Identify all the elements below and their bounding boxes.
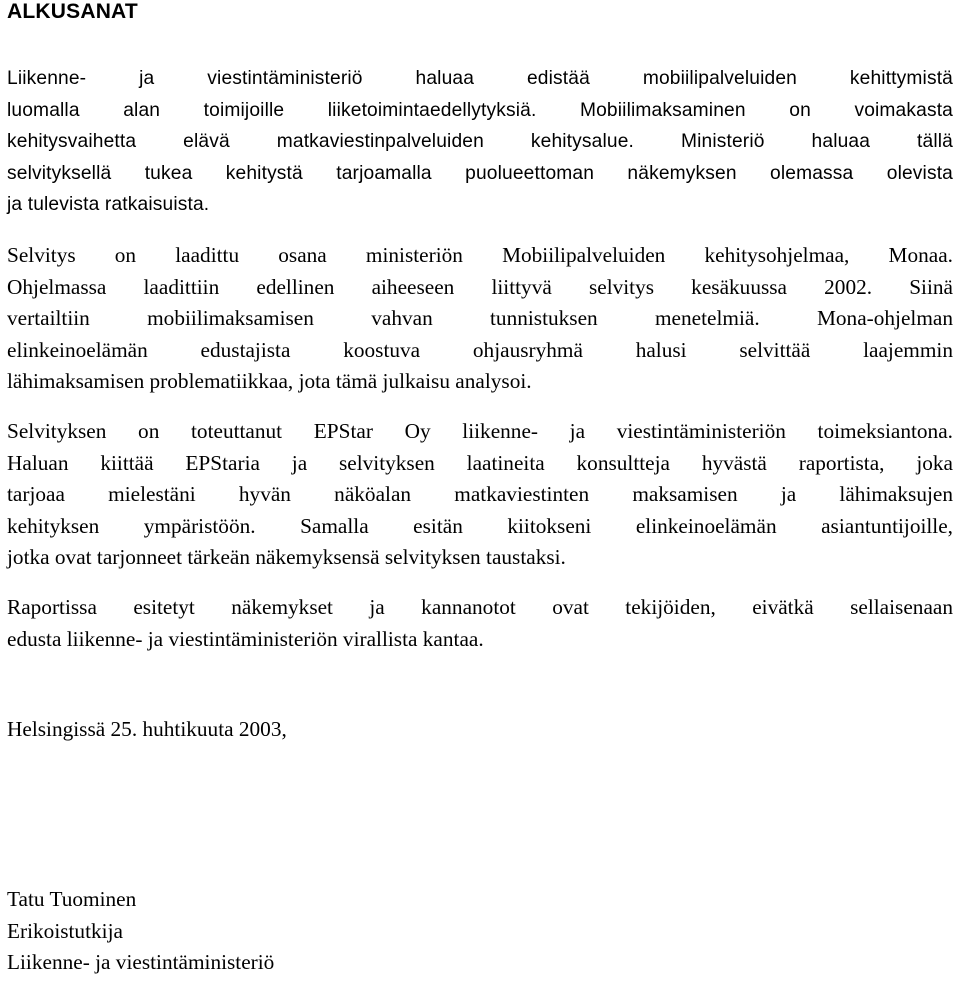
text-line: selvityksellä tukea kehitystä tarjoamalla puolueettoman näkemyksen olemassa olevista	[7, 162, 953, 184]
paragraph-acknowledgements	[7, 416, 953, 574]
date-line: Helsingissä 25. huhtikuuta 2003,	[7, 717, 287, 741]
text-line: Ohjelmassa laadittiin edellinen aiheeseen liittyvä selvitys kesäkuussa 2002. Siinä	[7, 274, 953, 299]
text-line: edusta liikenne- ja viestintäministeriön virallista kantaa.	[7, 626, 484, 651]
document-page	[7, 0, 953, 975]
signature-organization: Liikenne- ja viestintäministeriö	[7, 950, 275, 975]
text-line: elinkeinoelämän edustajista koostuva ohjausryhmä halusi selvittää laajemmin	[7, 337, 953, 362]
text-line: kehityksen ympäristöön. Samalla esitän kiitokseni elinkeinoelämän asiantuntijoille,	[7, 513, 953, 538]
text-line: vertailtiin mobiilimaksamisen vahvan tunnistuksen menetelmiä. Mona-ohjelman	[7, 306, 953, 331]
text-line: ja tulevista ratkaisuista.	[7, 194, 210, 216]
text-line: tarjoaa mielestäni hyvän näköalan matkaviestinten maksamisen ja lähimaksujen	[7, 482, 953, 507]
text-line: jotka ovat tarjonneet tärkeän näkemyksensä selvityksen taustaksi.	[7, 545, 566, 570]
text-line: kehitysvaihetta elävä matkaviestinpalveluiden kehitysalue. Ministeriö haluaa tällä	[7, 131, 953, 153]
text-line: luomalla alan toimijoille liiketoimintaedellytyksiä. Mobiilimaksaminen on voimakasta	[7, 99, 953, 121]
signature-block	[7, 884, 274, 979]
text-line: Liikenne- ja viestintäministeriö haluaa edistää mobiilipalveluiden kehittymistä	[7, 68, 953, 89]
page-title: ALKUSANAT	[7, 0, 138, 23]
signature-title: Erikoistutkija	[7, 918, 123, 943]
paragraph-disclaimer	[7, 592, 953, 655]
text-line: Selvityksen on toteuttanut EPStar Oy liikenne- ja viestintäministeriön toimeksiantona.	[7, 419, 953, 443]
signature-name: Tatu Tuominen	[7, 887, 137, 911]
text-line: Raportissa esitetyt näkemykset ja kannanotot ovat tekijöiden, eivätkä sellaisenaan	[7, 595, 953, 619]
paragraph-intro	[7, 63, 953, 221]
text-line: Selvitys on laadittu osana ministeriön Mobiilipalveluiden kehitysohjelmaa, Monaa.	[7, 243, 953, 267]
text-line: Haluan kiittää EPStaria ja selvityksen laatineita konsultteja hyvästä raportista, joka	[7, 450, 953, 475]
text-line: lähimaksamisen problematiikkaa, jota tämä julkaisu analysoi.	[7, 369, 532, 394]
paragraph-background	[7, 240, 953, 398]
